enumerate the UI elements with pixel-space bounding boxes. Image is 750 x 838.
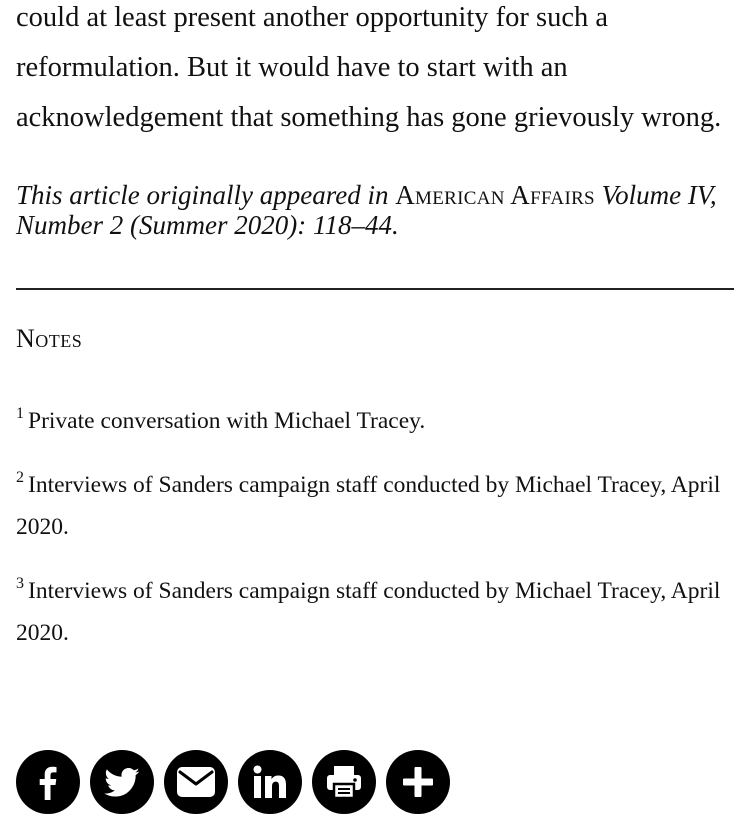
share-linkedin-button[interactable] xyxy=(238,750,302,814)
note-text: Private conversation with Michael Tracey. xyxy=(28,408,426,434)
note-item xyxy=(16,400,736,442)
linkedin-icon xyxy=(251,763,289,801)
share-print-button[interactable] xyxy=(312,750,376,814)
attribution-suffix: Volume IV, Number 2 (Summer 2020): 118–44. xyxy=(16,180,717,240)
article-content xyxy=(16,0,736,654)
note-number[interactable]: 3 xyxy=(16,575,24,592)
print-icon xyxy=(324,763,364,801)
twitter-icon xyxy=(101,761,143,803)
share-facebook-button[interactable] xyxy=(16,750,80,814)
section-divider xyxy=(16,288,734,290)
share-twitter-button[interactable] xyxy=(90,750,154,814)
email-icon xyxy=(175,765,217,799)
journal-name[interactable]: American Affairs xyxy=(395,180,595,210)
note-text: Interviews of Sanders campaign staff conducted by Michael Tracey, April 2020. xyxy=(16,472,721,540)
notes-list xyxy=(16,400,736,654)
attribution-prefix: This article originally appeared in xyxy=(16,180,389,210)
plus-icon xyxy=(400,764,436,800)
closing-paragraph: could at least present another opportunity for such a reformulation. But it would have to start with an acknowledgement that something has gone grievously wrong. xyxy=(16,2,722,133)
note-item xyxy=(16,570,736,654)
share-bar xyxy=(16,750,450,814)
notes-heading: Notes xyxy=(16,324,83,353)
facebook-icon xyxy=(28,762,68,802)
note-number[interactable]: 2 xyxy=(16,469,24,486)
note-number[interactable]: 1 xyxy=(16,405,24,422)
article-attribution xyxy=(16,180,736,240)
note-item xyxy=(16,464,736,548)
share-email-button[interactable] xyxy=(164,750,228,814)
note-text: Interviews of Sanders campaign staff conducted by Michael Tracey, April 2020. xyxy=(16,578,721,646)
share-more-button[interactable] xyxy=(386,750,450,814)
